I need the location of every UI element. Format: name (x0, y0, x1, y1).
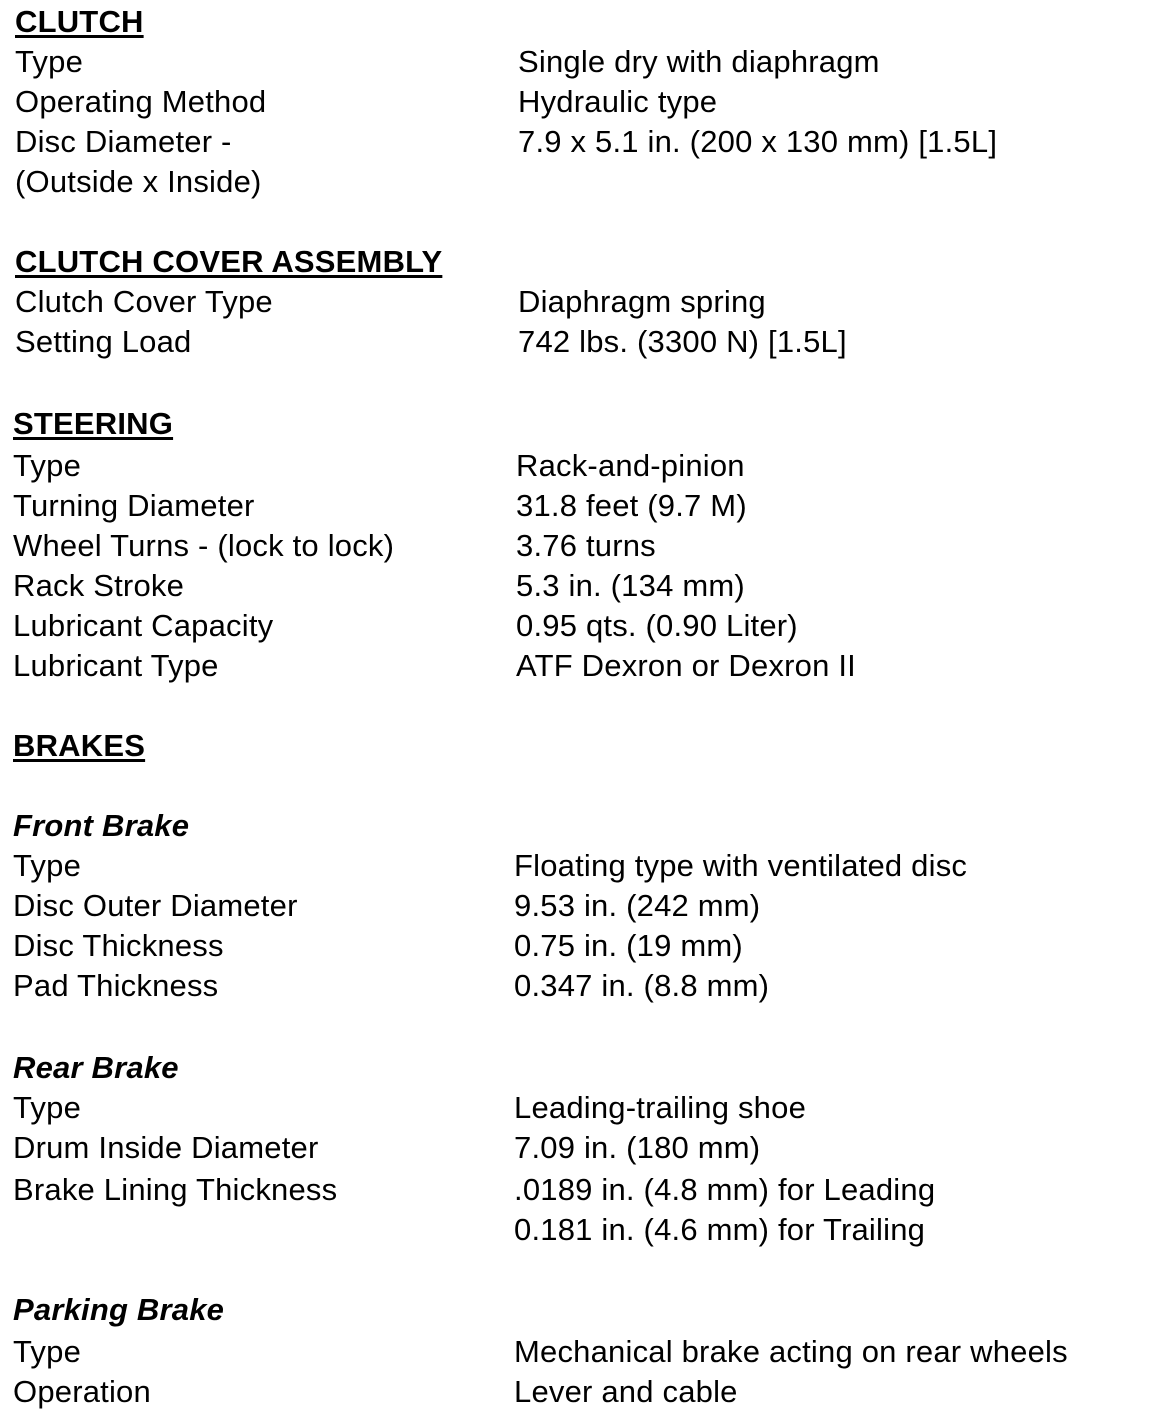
subheading-parking-brake: Parking Brake (13, 1292, 225, 1327)
spec-value: Leading-trailing shoe (514, 1090, 807, 1125)
section-heading-brakes: BRAKES (13, 728, 146, 763)
spec-value: 0.95 qts. (0.90 Liter) (516, 608, 798, 643)
spec-value: 9.53 in. (242 mm) (514, 888, 761, 923)
spec-label: Type (13, 848, 82, 883)
spec-label: Drum Inside Diameter (13, 1130, 319, 1165)
spec-label: Clutch Cover Type (15, 284, 273, 319)
spec-label: (Outside x Inside) (15, 164, 262, 199)
spec-label: Lubricant Type (13, 648, 219, 683)
spec-label: Pad Thickness (13, 968, 219, 1003)
spec-label: Operating Method (15, 84, 267, 119)
spec-value: 0.75 in. (19 mm) (514, 928, 743, 963)
spec-value: Hydraulic type (518, 84, 718, 119)
spec-label: Setting Load (15, 324, 192, 359)
section-heading-steering: STEERING (13, 406, 174, 441)
subheading-front-brake: Front Brake (13, 808, 190, 843)
spec-value: 5.3 in. (134 mm) (516, 568, 745, 603)
spec-value: Single dry with diaphragm (518, 44, 880, 79)
spec-label: Type (15, 44, 84, 79)
spec-value: ATF Dexron or Dexron II (516, 648, 856, 683)
spec-label: Disc Outer Diameter (13, 888, 298, 923)
spec-value: 742 lbs. (3300 N) [1.5L] (518, 324, 847, 359)
spec-label: Brake Lining Thickness (13, 1172, 338, 1207)
spec-label: Rack Stroke (13, 568, 185, 603)
spec-value: 7.9 x 5.1 in. (200 x 130 mm) [1.5L] (518, 124, 998, 159)
subheading-rear-brake: Rear Brake (13, 1050, 179, 1085)
spec-value: .0189 in. (4.8 mm) for Leading (514, 1172, 936, 1207)
spec-value: Floating type with ventilated disc (514, 848, 968, 883)
section-heading-clutch-cover: CLUTCH COVER ASSEMBLY (15, 244, 443, 279)
spec-label: Type (13, 1090, 82, 1125)
spec-value: 7.09 in. (180 mm) (514, 1130, 761, 1165)
spec-value: Lever and cable (514, 1374, 738, 1409)
spec-value: 0.347 in. (8.8 mm) (514, 968, 770, 1003)
spec-label: Type (13, 448, 82, 483)
spec-value: 3.76 turns (516, 528, 656, 563)
spec-value: 31.8 feet (9.7 M) (516, 488, 747, 523)
spec-value: Rack-and-pinion (516, 448, 745, 483)
spec-label: Wheel Turns - (lock to lock) (13, 528, 395, 563)
section-heading-clutch: CLUTCH (15, 4, 144, 39)
spec-label: Type (13, 1334, 82, 1369)
spec-value: 0.181 in. (4.6 mm) for Trailing (514, 1212, 926, 1247)
spec-label: Disc Thickness (13, 928, 224, 963)
spec-label: Disc Diameter - (15, 124, 232, 159)
spec-label: Lubricant Capacity (13, 608, 274, 643)
spec-value: Mechanical brake acting on rear wheels (514, 1334, 1068, 1369)
spec-value: Diaphragm spring (518, 284, 766, 319)
spec-label: Turning Diameter (13, 488, 255, 523)
spec-label: Operation (13, 1374, 151, 1409)
